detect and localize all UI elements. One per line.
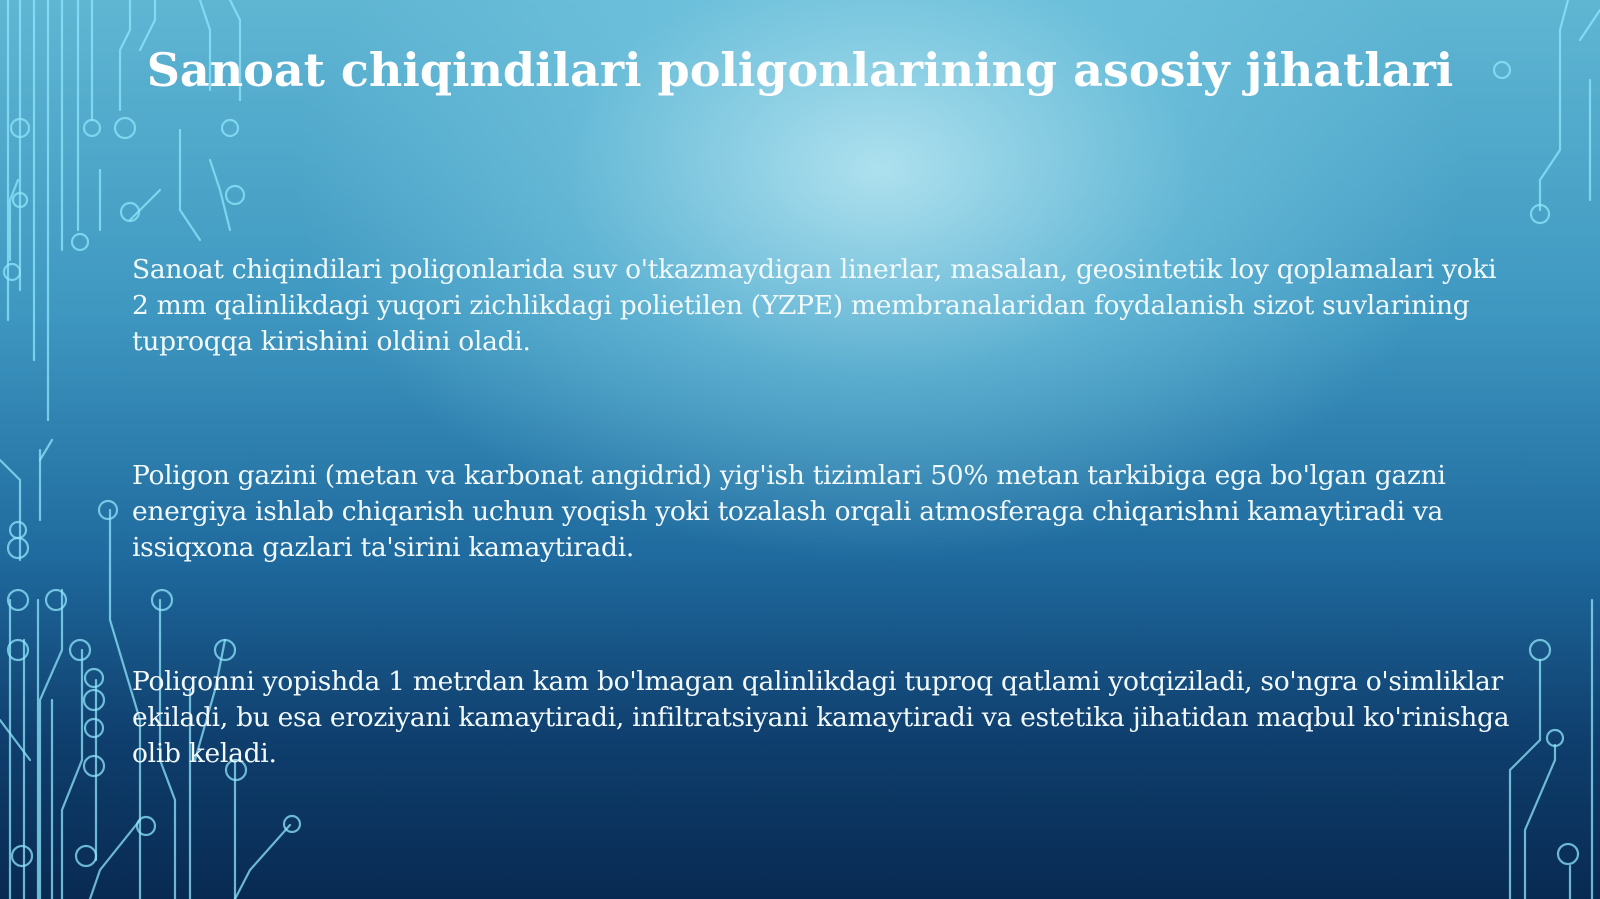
slide-title: Sanoat chiqindilari poligonlarining asosiy jihatlari	[146, 43, 1454, 97]
paragraph-gas-collection: Poligon gazini (metan va karbonat angidrid) yig'ish tizimlari 50% metan tarkibiga ega bo'lgan gazni energiya ishlab chiqarish uchun yoqish yoki tozalash orqali atmosferaga chiqarishni kamaytiradi va issiqxona gazlari ta'sirini kamaytiradi.	[132, 460, 1446, 563]
paragraph-liners: Sanoat chiqindilari poligonlarida suv o'tkazmaydigan linerlar, masalan, geosintetik loy qoplamalari yoki 2 mm qalinlikdagi yuqori zichlikdagi polietilen (YZPE) membranalaridan foydalanish sizot suvlarining tuproqqa kirishini oldini oladi.	[132, 254, 1497, 357]
paragraph-closure: Poligonni yopishda 1 metrdan kam bo'lmagan qalinlikdagi tuproq qatlami yotqiziladi, so'ngra o'simliklar ekiladi, bu esa eroziyani kamaytiradi, infiltratsiyani kamaytiradi va estetika jihatidan maqbul ko'rinishga olib keladi.	[132, 666, 1510, 769]
slide-body	[132, 252, 1517, 870]
